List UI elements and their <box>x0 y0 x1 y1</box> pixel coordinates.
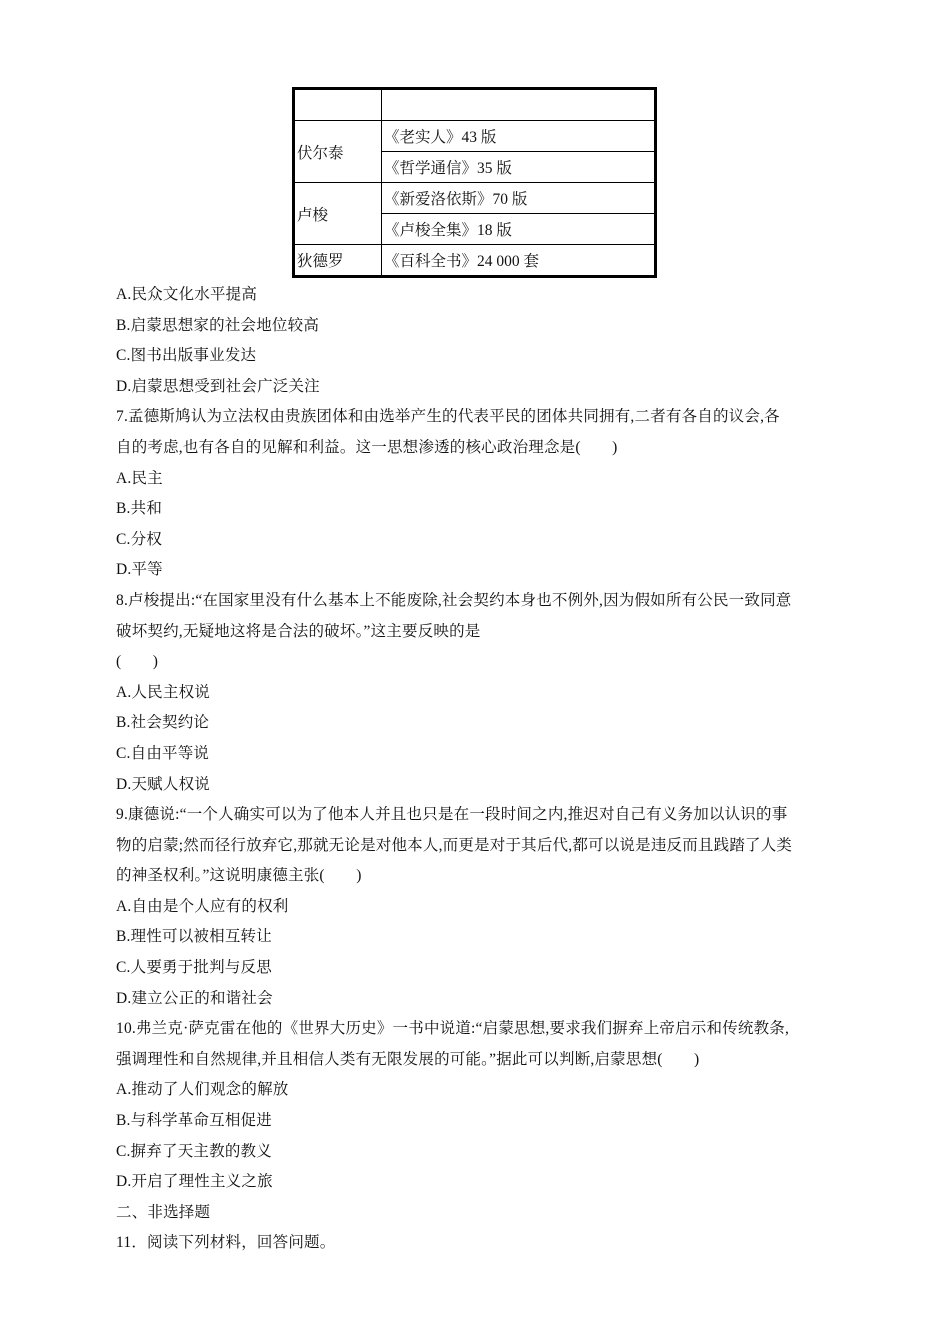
author-cell: 伏尔泰 <box>294 121 382 183</box>
q9-option-c: C.人要勇于批判与反思 <box>116 959 272 977</box>
q11-stem: 11．阅读下列材料，回答问题。 <box>116 1234 336 1252</box>
author-cell: 卢梭 <box>294 183 382 245</box>
q7-stem-line: 自的考虑,也有各自的见解和利益。这一思想渗透的核心政治理念是( ) <box>116 438 618 456</box>
work-cell: 《哲学通信》35 版 <box>382 152 656 183</box>
table-row <box>294 121 656 152</box>
q10-stem-line: 10.弗兰克·萨克雷在他的《世界大历史》一书中说道:“启蒙思想,要求我们摒弃上帝启示和传统教条, <box>116 1020 790 1038</box>
q6-option-c: C.图书出版事业发达 <box>116 347 257 365</box>
q7-option-b: B.共和 <box>116 500 163 518</box>
q10-option-d: D.开启了理性主义之旅 <box>116 1173 273 1191</box>
q10-option-a: A.推动了人们观念的解放 <box>116 1081 289 1099</box>
q9-option-a: A.自由是个人应有的权利 <box>116 897 289 915</box>
q9-stem-line: 9.康德说:“一个人确实可以为了他本人并且也只是在一段时间之内,推迟对自己有义务加以认识的事 <box>116 806 788 824</box>
q7-option-c: C.分权 <box>116 530 163 548</box>
q8-stem-line: 破坏契约,无疑地这将是合法的破坏。”这主要反映的是 <box>116 622 481 640</box>
q9-stem-line: 的神圣权利。”这说明康德主张( ) <box>116 867 362 885</box>
work-cell: 《卢梭全集》18 版 <box>382 214 656 245</box>
q9-stem-line: 物的启蒙;然而径行放弃它,那就无论是对他本人,而更是对于其后代,都可以说是违反而且践踏了人类 <box>116 836 793 854</box>
table-row <box>294 245 656 277</box>
q10-stem-line: 强调理性和自然规律,并且相信人类有无限发展的可能。”据此可以判断,启蒙思想( ) <box>116 1050 700 1068</box>
q8-option-a: A.人民主权说 <box>116 683 210 701</box>
work-cell: 《新爱洛依斯》70 版 <box>382 183 656 214</box>
table-header-cell <box>294 89 382 121</box>
table-row <box>294 183 656 214</box>
q6-option-a: A.民众文化水平提高 <box>116 286 258 303</box>
work-cell: 《老实人》43 版 <box>382 121 656 152</box>
q6-option-b: B.启蒙思想家的社会地位较高 <box>116 316 320 334</box>
q7-option-d: D.平等 <box>116 561 163 579</box>
q8-option-d: D.天赋人权说 <box>116 775 210 793</box>
work-cell: 《百科全书》24 000 套 <box>382 245 656 277</box>
q8-stem-line: ( ) <box>116 653 159 671</box>
author-cell: 狄德罗 <box>294 245 382 277</box>
table-header-row <box>294 89 656 121</box>
q10-option-c: C.摒弃了天主教的教义 <box>116 1142 272 1160</box>
q9-option-d: D.建立公正的和谐社会 <box>116 989 273 1007</box>
q9-option-b: B.理性可以被相互转让 <box>116 928 272 946</box>
q10-option-b: B.与科学革命互相促进 <box>116 1112 272 1130</box>
q6-option-d: D.启蒙思想受到社会广泛关注 <box>116 377 320 395</box>
table-header-cell <box>382 89 656 121</box>
q8-stem-line: 8.卢梭提出:“在国家里没有什么基本上不能废除,社会契约本身也不例外,因为假如所有公民一致同意 <box>116 591 792 609</box>
q7-option-a: A.民主 <box>116 469 163 487</box>
question-body <box>116 280 846 1259</box>
section-heading: 二、非选择题 <box>116 1203 211 1221</box>
publication-table <box>292 87 657 278</box>
q7-stem-line: 7.孟德斯鸠认为立法权由贵族团体和由选举产生的代表平民的团体共同拥有,二者有各自的议会,各 <box>116 408 780 426</box>
q8-option-b: B.社会契约论 <box>116 714 210 732</box>
q8-option-c: C.自由平等说 <box>116 744 210 762</box>
